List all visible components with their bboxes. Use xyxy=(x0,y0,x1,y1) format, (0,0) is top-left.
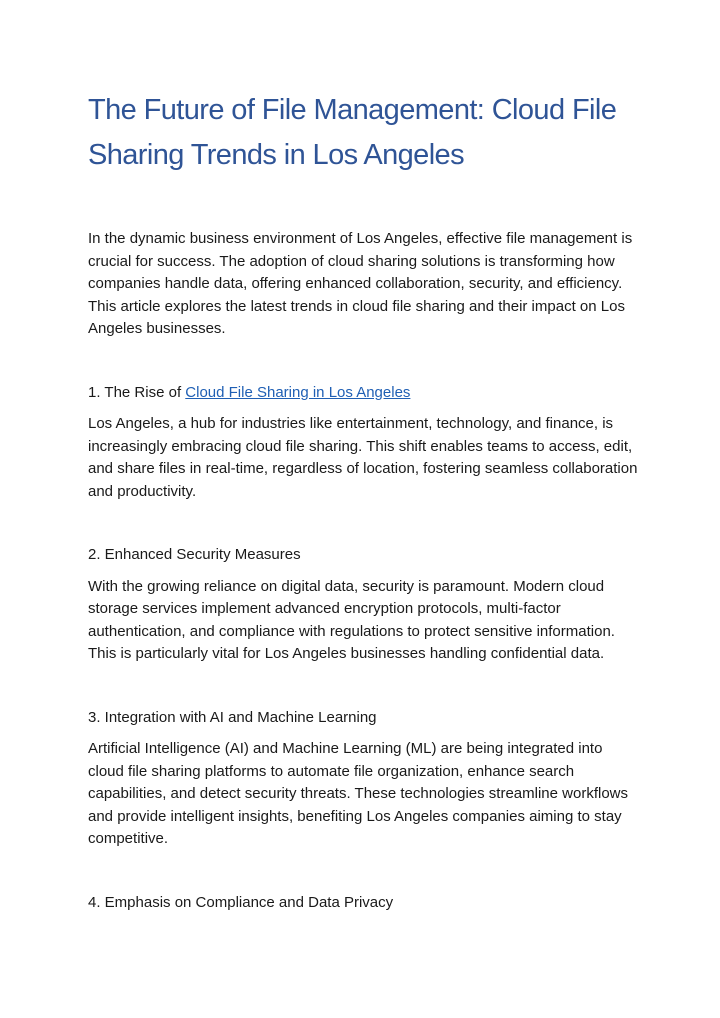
section-3-body: Artificial Intelligence (AI) and Machine Learning (ML) are being integrated into cloud file sharing platforms to automate file organization, enhance search capabilities, and detect security threats. These technologies streamline workflows and provide intelligent insights, benefiting Los Angeles companies aiming to stay competitive. xyxy=(88,740,628,847)
intro-paragraph: In the dynamic business environment of Los Angeles, effective file management is crucial for success. The adoption of cloud sharing solutions is transforming how companies handle data, offering enhanced collaboration, security, and efficiency. This article explores the latest trends in cloud file sharing and their impact on Los Angeles businesses. xyxy=(88,230,633,337)
section-1-heading-prefix: 1. The Rise of xyxy=(88,383,186,401)
document-title: The Future of File Management: Cloud File Sharing Trends in Los Angeles xyxy=(88,94,617,171)
section-1-heading xyxy=(88,382,640,405)
section-3-heading: 3. Integration with AI and Machine Learning xyxy=(88,708,377,726)
section-2-body: With the growing reliance on digital data, security is paramount. Modern cloud storage services implement advanced encryption protocols, multi-factor authentication, and compliance with regulations to protect sensitive information. This is particularly vital for Los Angeles businesses handling confidential data. xyxy=(88,577,615,662)
section-1-body: Los Angeles, a hub for industries like entertainment, technology, and finance, is increasingly embracing cloud file sharing. This shift enables teams to access, edit, and share files in real-time, regardless of location, fostering seamless collaboration and productivity. xyxy=(88,415,638,500)
cloud-file-sharing-link[interactable]: Cloud File Sharing in Los Angeles xyxy=(185,383,411,401)
section-2-heading: 2. Enhanced Security Measures xyxy=(88,546,301,563)
section-4-heading: 4. Emphasis on Compliance and Data Privacy xyxy=(88,893,394,911)
